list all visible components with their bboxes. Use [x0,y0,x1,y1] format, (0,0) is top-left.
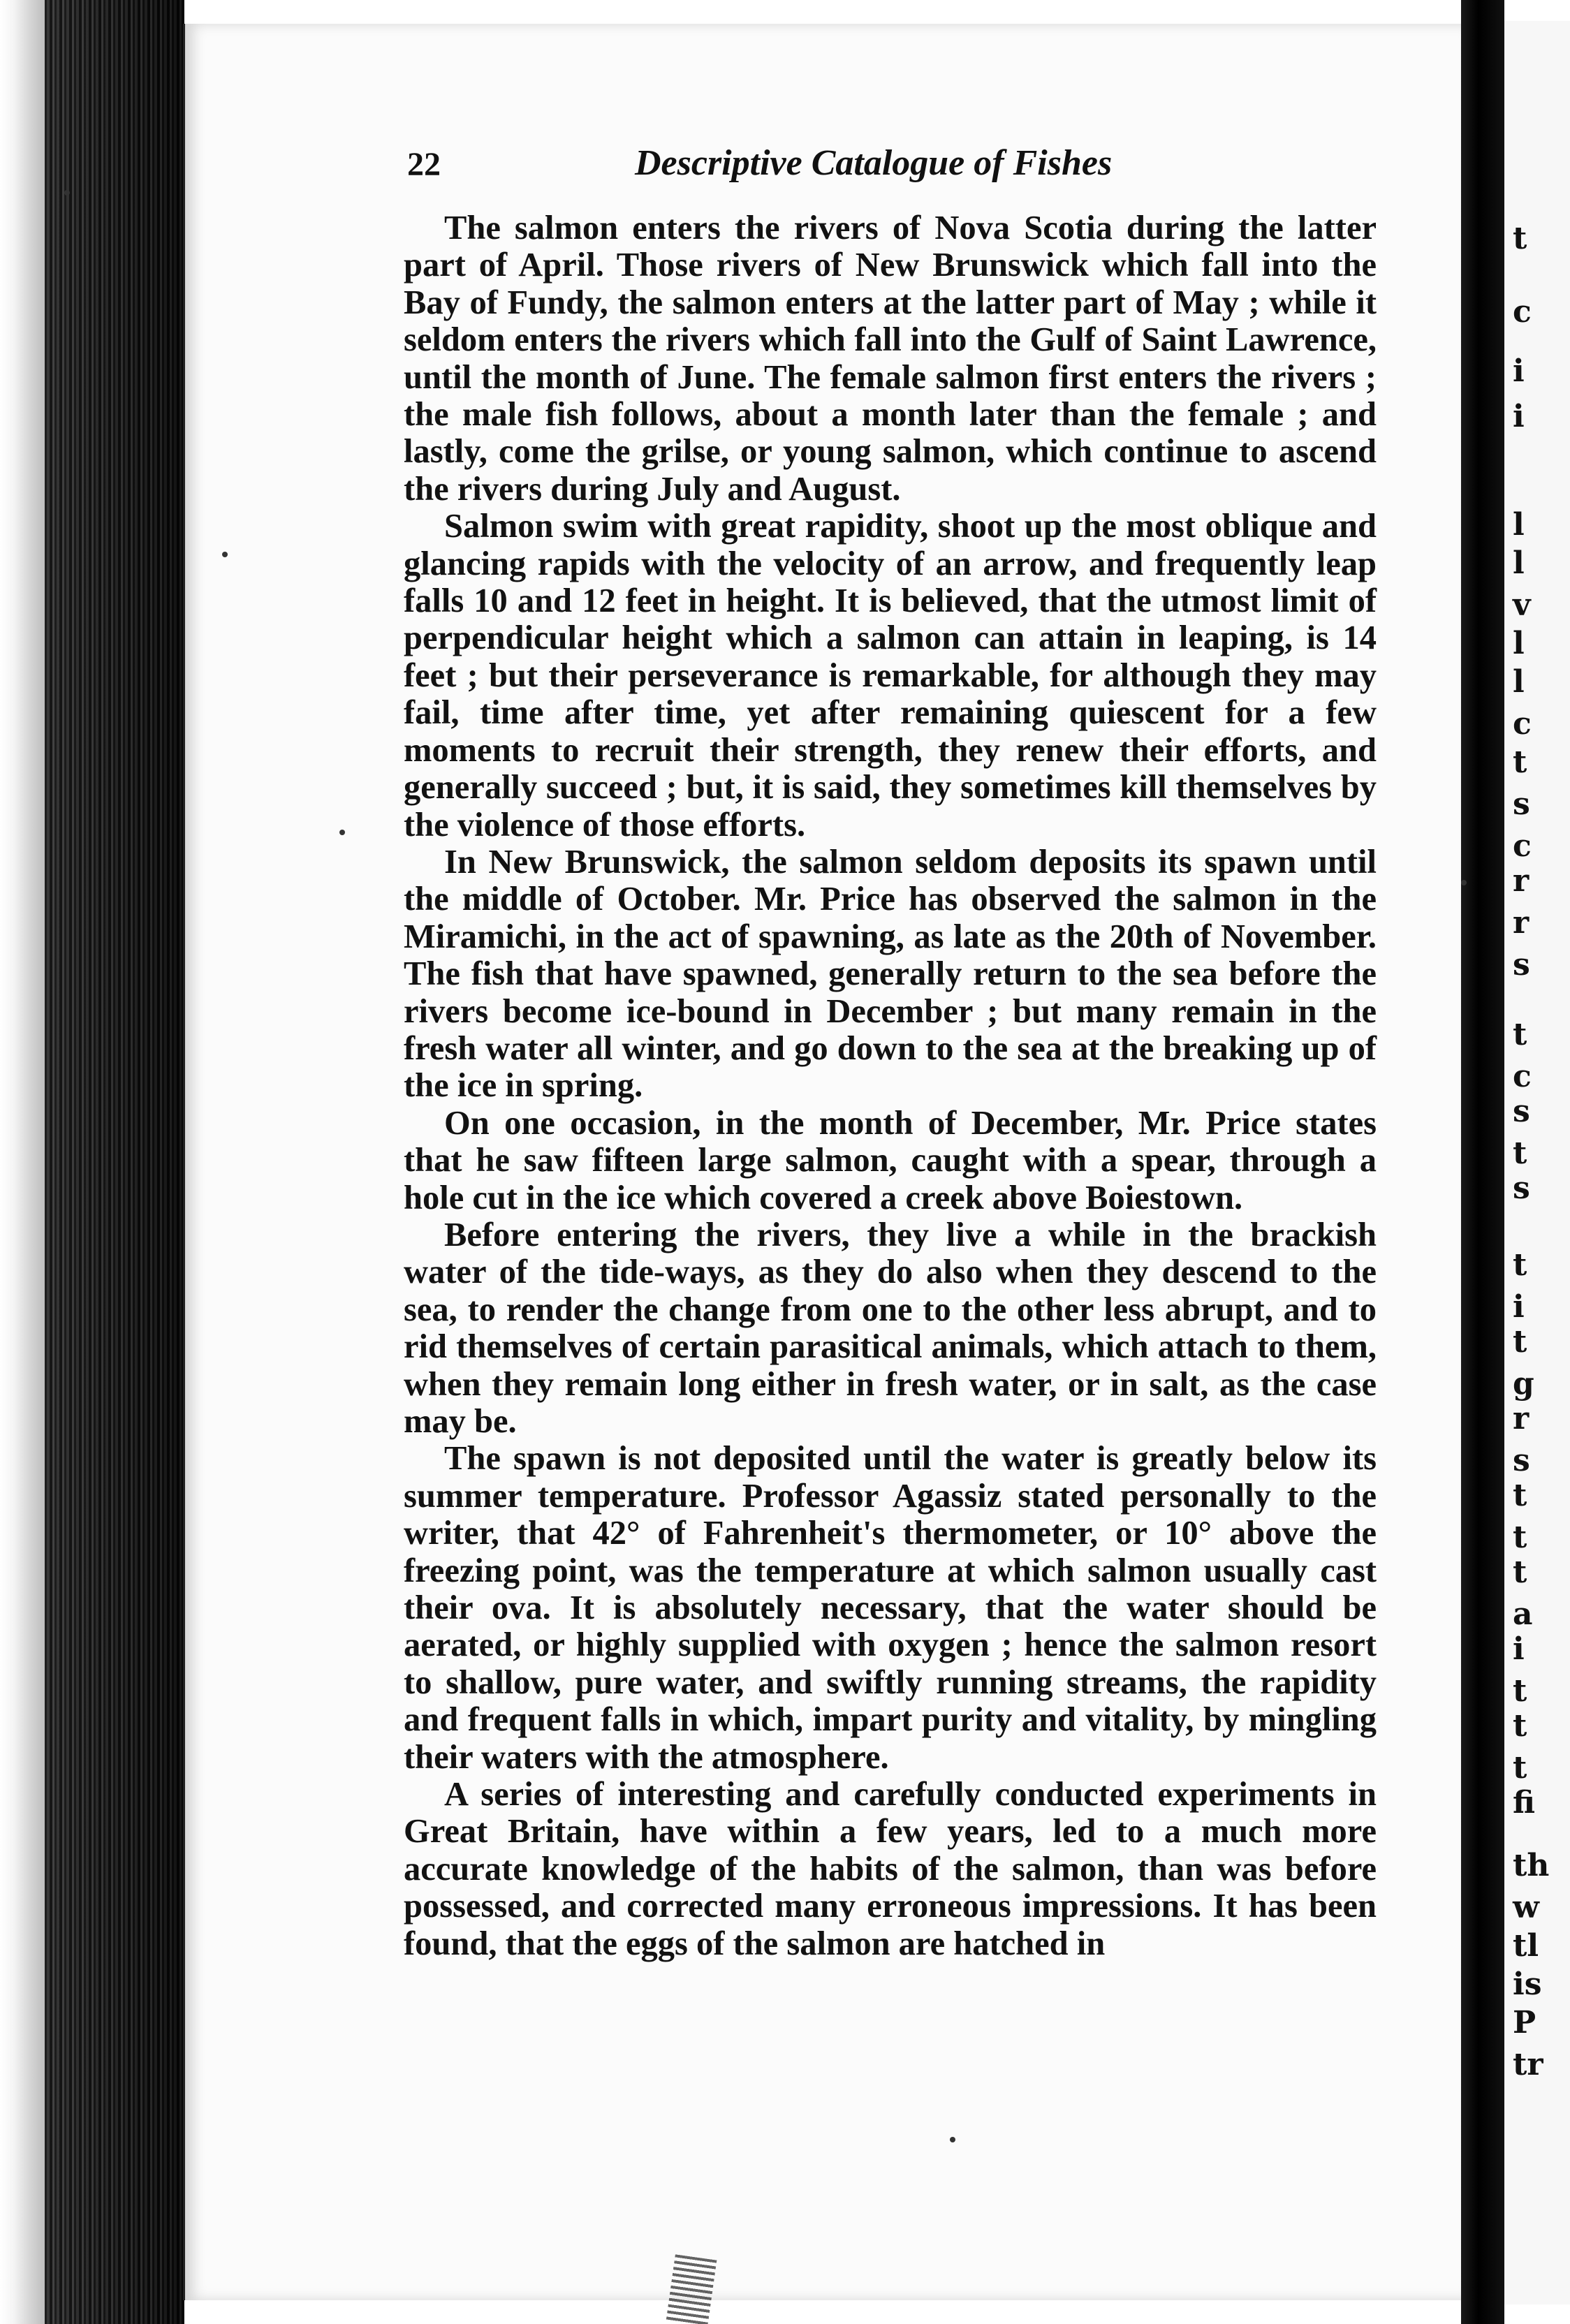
adjacent-page-text-fragment: l [1513,626,1525,661]
adjacent-page-text-fragment: i [1513,1289,1525,1325]
adjacent-page-text-fragment: t [1513,1135,1527,1171]
adjacent-page-text-fragment: fi [1513,1785,1535,1821]
adjacent-page-text-fragment: th [1513,1848,1550,1883]
adjacent-page-text-fragment: i [1513,353,1525,389]
body-text [404,209,1377,1962]
adjacent-page-text-fragment: t [1513,1017,1527,1052]
scan-speck [1461,880,1467,885]
adjacent-page-text-fragment: t [1513,1554,1527,1590]
adjacent-page-text-fragment: t [1513,744,1527,780]
adjacent-page-text-fragment: c [1513,1059,1532,1094]
adjacent-page-text-fragment: t [1513,1478,1527,1513]
scan-speck [64,190,70,196]
adjacent-page-text-fragment: r [1513,863,1529,899]
adjacent-page-text-fragment: c [1513,828,1532,864]
scan-speck [339,830,345,835]
adjacent-page-text-fragment: s [1513,1443,1530,1478]
paragraph-spawning-season: In New Brunswick, the salmon seldom deposits its spawn until the middle of October. Mr. Price has observed the salmon in the Miramichi, in the act of spawning, as late as the 20th of November. The fish that have spawned, generally return to the sea before the rivers become ice-bound in December ; but many remain in the fresh water all winter, and go down to the sea at the breaking up of the ice in spring. [404,843,1377,1105]
adjacent-page-edge [1504,21,1570,2304]
paragraph-salmon-leaping: Salmon swim with great rapidity, shoot up the most oblique and glancing rapids with the velocity of an arrow, and frequently leap falls 10 and 12 feet in height. It is believed, that the utmost limit of perpendicular height which a salmon can attain in leaping, is 14 feet ; but their perseverance is remarkable, for although they may fail, time after time, yet after remaining quiescent for a few moments to recruit their strength, they renew their efforts, and generally succeed ; but, it is said, they sometimes kill themselves by the violence of those efforts. [404,508,1377,844]
paragraph-spawn-temperature: The spawn is not deposited until the water is greatly below its summer temperature. Professor Agassiz stated personally to the writer, that 42° of Fahrenheit's thermometer, or 10° above the freezing point, was the temperature at which salmon usually cast their ova. It is absolutely necessary, that the water should be aerated, or highly supplied with oxygen ; hence the salmon resort to shallow, pure water, and swiftly running streams, the rapidity and frequent falls in which, impart purity and vitality, by mingling their waters with the atmosphere. [404,1440,1377,1776]
adjacent-page-text-fragment: t [1513,1673,1527,1709]
adjacent-page-text-fragment: l [1513,545,1525,581]
adjacent-page-text-fragment: t [1513,1324,1527,1360]
adjacent-page-text-fragment: t [1513,1708,1527,1744]
page-number: 22 [407,146,441,183]
adjacent-page-text-fragment: is [1513,1966,1542,2002]
adjacent-page-text-fragment: t [1513,221,1527,256]
adjacent-page-text-fragment: r [1513,1401,1529,1436]
adjacent-page-text-fragment: w [1513,1890,1539,1925]
adjacent-page-text-fragment: i [1513,1631,1525,1667]
adjacent-page-text-fragment: r [1513,905,1529,941]
adjacent-page-text-fragment: l [1513,507,1525,543]
binding-shadow [45,0,184,2324]
adjacent-page-text-fragment: s [1513,1170,1530,1206]
adjacent-page-text-fragment: g [1513,1366,1534,1402]
adjacent-page-text-fragment: t [1513,1750,1527,1786]
adjacent-page-text-fragment: v [1513,587,1531,623]
paragraph-brackish-water: Before entering the rivers, they live a while in the brackish water of the tide-ways, as they do also when they descend to the sea, to render the change from one to the other less abrupt, and to rid themselves of certain parasitical animals, which attach to them, when they remain long either in fresh water, or in salt, as the case may be. [404,1216,1377,1440]
running-header [407,140,1378,196]
right-page-gap [1461,0,1504,2324]
adjacent-page-text-fragment: c [1513,294,1532,330]
paragraph-december-spearing: On one occasion, in the month of December, Mr. Price states that he saw fifteen large salmon, caught with a spear, through a hole cut in the ice which covered a creek above Boiestown. [404,1104,1377,1216]
scan-speck [222,552,228,557]
adjacent-page-text-fragment: s [1513,947,1530,983]
adjacent-page-text-fragment: t [1513,1247,1527,1283]
adjacent-page-text-fragment: a [1513,1596,1533,1632]
adjacent-page-text-fragment: tr [1513,2047,1543,2082]
running-title: Descriptive Catalogue of Fishes [635,143,1113,183]
adjacent-page-text-fragment: P [1513,2005,1536,2040]
scan-artifact-mark [666,2254,717,2324]
paragraph-salmon-arrival: The salmon enters the rivers of Nova Scotia during the latter part of April. Those rivers of New Brunswick which fall into the Bay of Fundy, the salmon enters at the latter part of May ; while it seldom enters the rivers which fall into the Gulf of Saint Lawrence, until the month of June. The female salmon first enters the rivers ; the male fish follows, about a month later than the female ; and lastly, come the grilse, or young salmon, which continue to ascend the rivers during July and August. [404,209,1377,508]
left-scan-margin [0,0,45,2324]
adjacent-page-text-fragment: i [1513,399,1525,434]
paragraph-experiments: A series of interesting and carefully conducted experiments in Great Britain, have within a few years, led to a much more accurate knowledge of the habits of the salmon, than was before possessed, and corrected many erroneous impressions. It has been found, that the eggs of the salmon are hatched in [404,1776,1377,1962]
adjacent-page-text-fragment: s [1513,786,1530,822]
adjacent-page-text-fragment: c [1513,706,1532,742]
adjacent-page-text-fragment: tl [1513,1928,1539,1964]
adjacent-page-text-fragment: s [1513,1094,1530,1129]
adjacent-page-text-fragment: t [1513,1520,1527,1555]
scan-speck [950,2137,955,2142]
adjacent-page-text-fragment: l [1513,664,1525,700]
